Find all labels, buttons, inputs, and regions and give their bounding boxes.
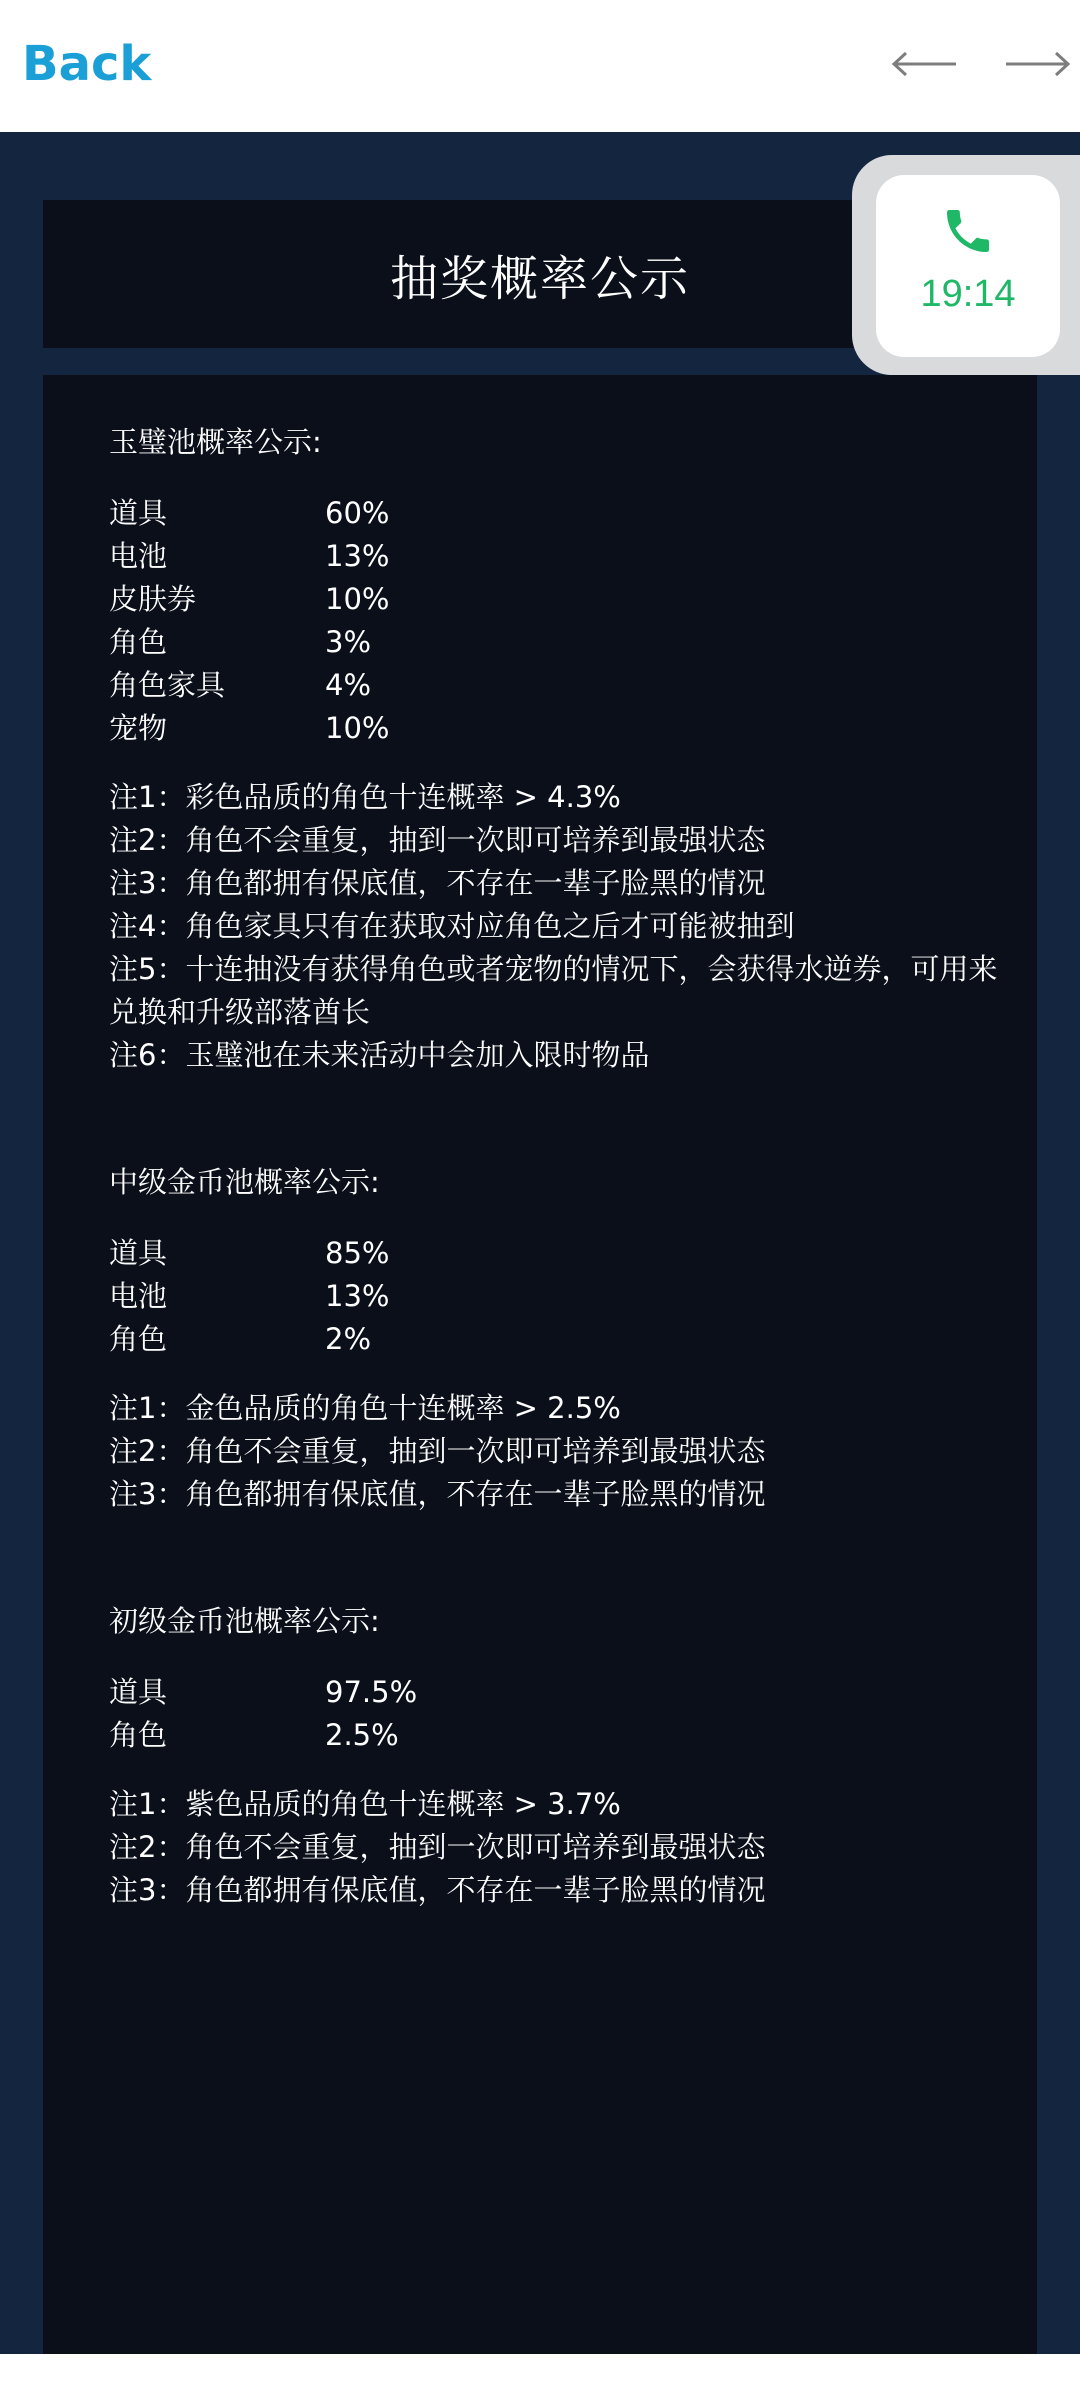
item-probability: 13%: [325, 539, 390, 573]
ongoing-call-widget[interactable]: [876, 175, 1060, 357]
probability-row: [109, 664, 1009, 707]
note-item: 注3：角色都拥有保底值，不存在一辈子脸黑的情况: [109, 1477, 766, 1511]
item-name: 角色: [109, 1322, 168, 1356]
probability-row: [109, 707, 1009, 750]
page-title: 抽奖概率公示: [389, 250, 690, 307]
probability-table: [109, 1232, 1009, 1361]
item-probability: 10%: [325, 582, 390, 616]
probability-row: [109, 492, 1009, 535]
probability-row: [109, 535, 1009, 578]
item-probability: 3%: [325, 625, 372, 659]
section-title: 玉璧池概率公示:: [109, 425, 322, 459]
item-probability: 4%: [325, 668, 372, 702]
probability-section: [109, 421, 1009, 1077]
note-item: 注1：金色品质的角色十连概率 > 2.5%: [109, 1391, 621, 1425]
item-probability: 85%: [325, 1236, 390, 1270]
note-item: 注2：角色不会重复，抽到一次即可培养到最强状态: [109, 823, 766, 857]
section-title: 初级金币池概率公示:: [109, 1604, 380, 1638]
back-button[interactable]: Back: [22, 36, 152, 92]
item-name: 宠物: [109, 711, 168, 745]
note-item: 注2：角色不会重复，抽到一次即可培养到最强状态: [109, 1830, 766, 1864]
item-name: 角色家具: [109, 668, 226, 702]
probability-section: [109, 1600, 1009, 1912]
note-item: 注5：十连抽没有获得角色或者宠物的情况下，会获得水逆券，可用来兑换和升级部落酋长: [109, 952, 998, 1029]
probability-row: [109, 1275, 1009, 1318]
top-nav-bar: [0, 0, 1080, 132]
probability-table: [109, 492, 1009, 750]
item-probability: 97.5%: [325, 1675, 418, 1709]
content-body[interactable]: [109, 421, 1009, 1996]
item-name: 电池: [109, 1279, 168, 1313]
probability-row: [109, 1232, 1009, 1275]
note-item: 注4：角色家具只有在获取对应角色之后才可能被抽到: [109, 909, 795, 943]
item-name: 角色: [109, 1718, 168, 1752]
probability-section: [109, 1161, 1009, 1516]
notes-list: [109, 776, 1009, 1077]
probability-row: [109, 1318, 1009, 1361]
item-name: 电池: [109, 539, 168, 573]
content-panel: [43, 375, 1037, 2354]
note-item: 注3：角色都拥有保底值，不存在一辈子脸黑的情况: [109, 866, 766, 900]
section-title: 中级金币池概率公示:: [109, 1165, 380, 1199]
item-name: 道具: [109, 1236, 168, 1270]
note-item: 注3：角色都拥有保底值，不存在一辈子脸黑的情况: [109, 1873, 766, 1907]
phone-icon: [940, 203, 996, 259]
item-name: 道具: [109, 1675, 168, 1709]
probability-row: [109, 621, 1009, 664]
item-name: 皮肤券: [109, 582, 197, 616]
probability-row: [109, 1714, 1009, 1757]
notes-list: [109, 1387, 1009, 1516]
call-overlay: [852, 155, 1080, 375]
note-item: 注2：角色不会重复，抽到一次即可培养到最强状态: [109, 1434, 766, 1468]
probability-row: [109, 1671, 1009, 1714]
item-name: 角色: [109, 625, 168, 659]
bottom-strip: [0, 2354, 1080, 2400]
call-duration: 19:14: [920, 273, 1016, 315]
nav-forward-arrow-icon[interactable]: [1004, 44, 1072, 84]
nav-back-arrow-icon[interactable]: [890, 44, 958, 84]
note-item: 注6：玉璧池在未来活动中会加入限时物品: [109, 1038, 650, 1072]
probability-table: [109, 1671, 1009, 1757]
probability-row: [109, 578, 1009, 621]
item-probability: 2%: [325, 1322, 372, 1356]
item-probability: 10%: [325, 711, 390, 745]
item-probability: 13%: [325, 1279, 390, 1313]
item-probability: 2.5%: [325, 1718, 399, 1752]
item-probability: 60%: [325, 496, 390, 530]
note-item: 注1：彩色品质的角色十连概率 > 4.3%: [109, 780, 621, 814]
notes-list: [109, 1783, 1009, 1912]
item-name: 道具: [109, 496, 168, 530]
note-item: 注1：紫色品质的角色十连概率 > 3.7%: [109, 1787, 621, 1821]
